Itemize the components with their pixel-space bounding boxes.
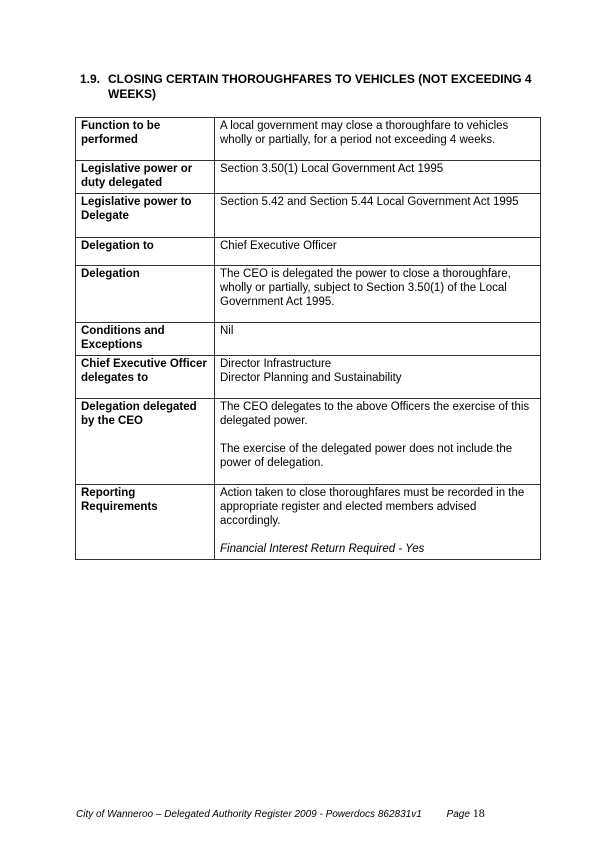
row-label: Legislative power or duty delegated xyxy=(76,161,215,194)
table-row xyxy=(76,161,541,194)
value-text: A local government may close a thoroughfare to vehicles wholly or partially, for a period not exceeding 4 weeks. xyxy=(220,120,509,146)
row-label: Delegation to xyxy=(76,238,215,266)
delegation-table xyxy=(75,117,541,560)
row-value xyxy=(215,266,541,323)
value-text: Section 5.42 and Section 5.44 Local Government Act 1995 xyxy=(220,196,519,208)
row-value xyxy=(215,161,541,194)
table-row xyxy=(76,266,541,323)
section-number: 1.9. xyxy=(80,72,101,86)
value-text: Nil xyxy=(220,325,234,337)
row-value xyxy=(215,356,541,399)
page-footer xyxy=(76,806,485,821)
table-row xyxy=(76,238,541,266)
row-value xyxy=(215,118,541,161)
table-row xyxy=(76,485,541,560)
row-label: Reporting Requirements xyxy=(76,485,215,560)
row-label: Delegation delegated by the CEO xyxy=(76,399,215,485)
value-text: Director Infrastructure xyxy=(220,358,332,370)
table-row xyxy=(76,399,541,485)
row-value xyxy=(215,399,541,485)
table-row xyxy=(76,356,541,399)
page-label: Page xyxy=(446,809,470,820)
row-label: Delegation xyxy=(76,266,215,323)
value-text: Section 3.50(1) Local Government Act 1995 xyxy=(220,163,444,175)
value-text: Action taken to close thoroughfares must be recorded in the appropriate register and elected members advised accordingly. xyxy=(220,487,525,527)
table-row xyxy=(76,118,541,161)
section-heading xyxy=(80,72,550,102)
section-title: CLOSING CERTAIN THOROUGHFARES TO VEHICLES (NOT EXCEEDING 4 WEEKS) xyxy=(108,72,532,101)
row-label: Legislative power to Delegate xyxy=(76,194,215,238)
value-text: The CEO delegates to the above Officers the exercise of this delegated power. xyxy=(220,401,530,427)
row-label: Conditions and Exceptions xyxy=(76,323,215,356)
row-value xyxy=(215,485,541,560)
value-text: Financial Interest Return Required - Yes xyxy=(220,543,425,555)
page-number: 18 xyxy=(472,806,485,820)
table-row xyxy=(76,194,541,238)
row-label: Chief Executive Officer delegates to xyxy=(76,356,215,399)
row-value xyxy=(215,238,541,266)
row-label: Function to be performed xyxy=(76,118,215,161)
row-value xyxy=(215,194,541,238)
value-text: Chief Executive Officer xyxy=(220,240,337,252)
table-row xyxy=(76,323,541,356)
value-text: Director Planning and Sustainability xyxy=(220,372,402,384)
row-value xyxy=(215,323,541,356)
value-text: The exercise of the delegated power does not include the power of delegation. xyxy=(220,443,513,469)
value-text: The CEO is delegated the power to close a thoroughfare, wholly or partially, subject to Section 3.50(1) of the Local Government Act 1995. xyxy=(220,268,511,308)
footer-text: City of Wanneroo – Delegated Authority Register 2009 - Powerdocs 862831v1 xyxy=(76,809,422,820)
